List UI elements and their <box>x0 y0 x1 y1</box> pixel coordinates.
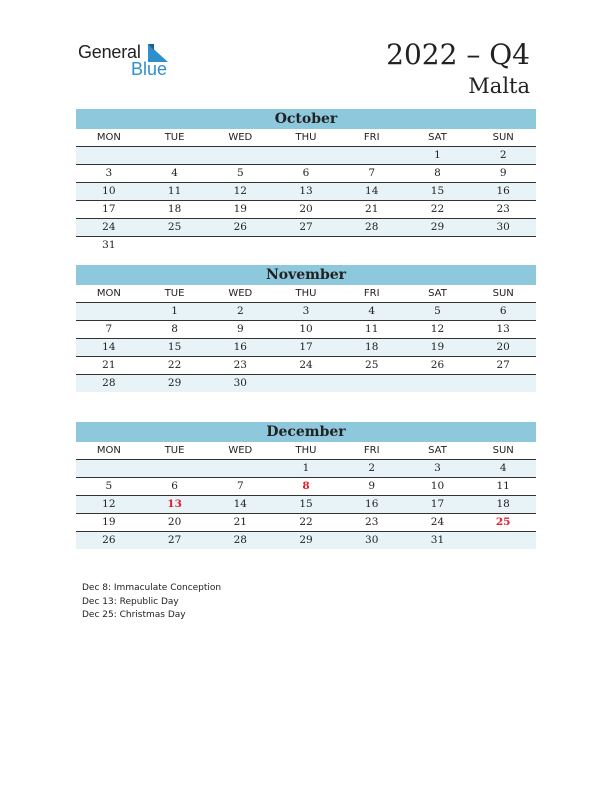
month-december <box>76 422 536 549</box>
weekday-label: SAT <box>428 445 447 456</box>
day-cell: 22 <box>299 516 313 528</box>
weekday-label: MON <box>96 445 121 456</box>
day-cell: 7 <box>236 480 244 492</box>
week-row <box>76 478 536 496</box>
week-row <box>76 147 536 165</box>
month-header: November <box>76 265 536 285</box>
day-cell <box>142 460 208 477</box>
day-cell: 21 <box>365 203 379 215</box>
day-cell <box>142 237 208 254</box>
holiday-note: Dec 13: Republic Day <box>82 596 179 607</box>
holiday-note: Dec 8: Immaculate Conception <box>82 583 222 593</box>
day-cell: 23 <box>233 359 247 371</box>
day-cell: 25 <box>167 221 182 233</box>
day-cell: 24 <box>299 359 313 371</box>
day-cell: 29 <box>430 221 445 233</box>
day-cell: 1 <box>434 149 441 161</box>
weekday-header-row <box>76 285 536 303</box>
week-row <box>76 339 536 357</box>
day-cell <box>470 237 536 254</box>
day-cell: 19 <box>233 203 247 215</box>
day-cell: 14 <box>365 185 379 197</box>
month-october <box>76 109 536 254</box>
day-cell: 10 <box>299 323 313 335</box>
weekday-label: WED <box>228 132 253 143</box>
day-cell: 26 <box>102 534 116 546</box>
day-cell: 11 <box>496 480 510 492</box>
day-cell: 12 <box>102 498 116 510</box>
weekday-header-row <box>76 129 536 147</box>
day-cell: 12 <box>233 185 247 197</box>
week-row <box>76 532 536 549</box>
day-cell: 17 <box>299 341 313 353</box>
day-cell: 24 <box>430 516 445 528</box>
day-cell: 31 <box>102 239 116 251</box>
day-cell: 16 <box>233 341 247 353</box>
day-cell: 4 <box>368 305 376 317</box>
day-cell: 11 <box>365 323 379 335</box>
day-cell: 8 <box>434 167 441 179</box>
day-cell: 27 <box>299 221 313 233</box>
day-cell: 26 <box>233 221 247 233</box>
logo-general-text: General <box>78 42 141 62</box>
day-cell: 23 <box>496 203 510 215</box>
day-cell: 18 <box>496 498 510 510</box>
week-row <box>76 496 536 514</box>
day-cell <box>76 303 142 320</box>
weekday-label: FRI <box>363 288 380 299</box>
day-cell <box>273 375 339 392</box>
day-cell: 6 <box>171 480 178 492</box>
week-row <box>76 201 536 219</box>
day-cell: 1 <box>171 305 178 317</box>
day-cell: 6 <box>302 167 310 179</box>
day-cell: 12 <box>430 323 445 335</box>
weekday-label: SUN <box>492 288 514 299</box>
day-cell: 26 <box>430 359 445 371</box>
day-cell <box>207 237 273 254</box>
day-cell: 28 <box>233 534 247 546</box>
day-cell <box>339 375 405 392</box>
day-cell: 22 <box>167 359 182 371</box>
day-cell: 5 <box>236 167 244 179</box>
day-cell <box>470 532 536 549</box>
day-cell: 13 <box>299 185 313 197</box>
day-cell: 28 <box>102 377 116 389</box>
weekday-label: SUN <box>492 445 514 456</box>
weekday-label: WED <box>228 445 253 456</box>
day-cell: 7 <box>105 323 113 335</box>
week-row <box>76 237 536 254</box>
day-cell: 28 <box>365 221 379 233</box>
holiday-day-cell: 8 <box>302 480 310 492</box>
day-cell <box>273 147 339 164</box>
day-cell: 31 <box>430 534 445 546</box>
day-cell <box>273 237 339 254</box>
week-row <box>76 321 536 339</box>
day-cell: 30 <box>365 534 379 546</box>
day-cell: 13 <box>496 323 510 335</box>
weekday-header-row <box>76 442 536 460</box>
day-cell: 2 <box>368 462 376 474</box>
day-cell: 15 <box>299 498 313 510</box>
day-cell: 11 <box>167 185 182 197</box>
day-cell: 21 <box>233 516 247 528</box>
day-cell: 19 <box>102 516 116 528</box>
day-cell: 4 <box>171 167 178 179</box>
day-cell: 3 <box>302 305 310 317</box>
day-cell <box>405 375 471 392</box>
day-cell: 17 <box>102 203 116 215</box>
day-cell: 30 <box>233 377 247 389</box>
day-cell <box>76 147 142 164</box>
month-header: December <box>76 422 536 442</box>
day-cell: 22 <box>430 203 445 215</box>
day-cell: 16 <box>496 185 510 197</box>
week-row <box>76 165 536 183</box>
day-cell: 2 <box>236 305 244 317</box>
week-row <box>76 219 536 237</box>
day-cell: 17 <box>430 498 445 510</box>
day-cell: 30 <box>496 221 510 233</box>
day-cell: 9 <box>499 167 507 179</box>
weekday-label: FRI <box>363 445 380 456</box>
holiday-note: Dec 25: Christmas Day <box>82 610 186 620</box>
day-cell: 5 <box>105 480 113 492</box>
weekday-label: THU <box>295 288 317 299</box>
day-cell: 10 <box>102 185 116 197</box>
holiday-notes <box>82 582 221 623</box>
day-cell: 24 <box>102 221 116 233</box>
day-cell: 27 <box>167 534 182 546</box>
weekday-label: SAT <box>428 288 447 299</box>
day-cell: 7 <box>368 167 376 179</box>
day-cell: 21 <box>102 359 116 371</box>
weekday-label: SAT <box>428 132 447 143</box>
weekday-label: FRI <box>363 132 380 143</box>
day-cell <box>339 237 405 254</box>
week-row <box>76 514 536 532</box>
day-cell: 20 <box>299 203 313 215</box>
day-cell <box>142 147 208 164</box>
week-row <box>76 460 536 478</box>
weekday-label: WED <box>228 288 253 299</box>
day-cell: 6 <box>499 305 507 317</box>
day-cell: 20 <box>167 516 182 528</box>
week-row <box>76 303 536 321</box>
day-cell <box>207 460 273 477</box>
day-cell: 2 <box>499 149 507 161</box>
day-cell: 4 <box>499 462 507 474</box>
day-cell <box>470 375 536 392</box>
day-cell: 18 <box>365 341 379 353</box>
country-name: Malta <box>468 74 530 98</box>
week-row <box>76 375 536 392</box>
holiday-day-cell: 13 <box>167 498 182 510</box>
day-cell: 1 <box>302 462 310 474</box>
day-cell: 29 <box>299 534 313 546</box>
weekday-label: TUE <box>164 288 185 299</box>
day-cell: 29 <box>167 377 182 389</box>
day-cell: 19 <box>430 341 445 353</box>
weekday-label: MON <box>96 288 121 299</box>
month-november <box>76 265 536 392</box>
day-cell: 8 <box>171 323 178 335</box>
day-cell: 14 <box>233 498 247 510</box>
day-cell: 16 <box>365 498 379 510</box>
day-cell: 15 <box>167 341 182 353</box>
day-cell: 23 <box>365 516 379 528</box>
weekday-label: SUN <box>492 132 514 143</box>
day-cell: 3 <box>105 167 113 179</box>
day-cell: 5 <box>434 305 441 317</box>
logo <box>78 42 178 82</box>
day-cell <box>405 237 471 254</box>
week-row <box>76 183 536 201</box>
weekday-label: MON <box>96 132 121 143</box>
week-row <box>76 357 536 375</box>
day-cell: 3 <box>434 462 441 474</box>
day-cell: 10 <box>430 480 445 492</box>
day-cell: 15 <box>430 185 445 197</box>
weekday-label: TUE <box>164 132 185 143</box>
weekday-label: THU <box>295 132 317 143</box>
day-cell <box>339 147 405 164</box>
holiday-day-cell: 25 <box>495 516 511 528</box>
day-cell <box>207 147 273 164</box>
day-cell: 27 <box>496 359 510 371</box>
logo-blue-text: Blue <box>131 59 168 79</box>
weekday-label: THU <box>295 445 317 456</box>
page-title: 2022 – Q4 <box>386 38 530 71</box>
day-cell: 20 <box>496 341 510 353</box>
day-cell: 9 <box>236 323 244 335</box>
day-cell <box>76 460 142 477</box>
day-cell: 9 <box>368 480 376 492</box>
weekday-label: TUE <box>164 445 185 456</box>
day-cell: 25 <box>365 359 379 371</box>
day-cell: 14 <box>102 341 116 353</box>
month-header: October <box>76 109 536 129</box>
day-cell: 18 <box>167 203 182 215</box>
